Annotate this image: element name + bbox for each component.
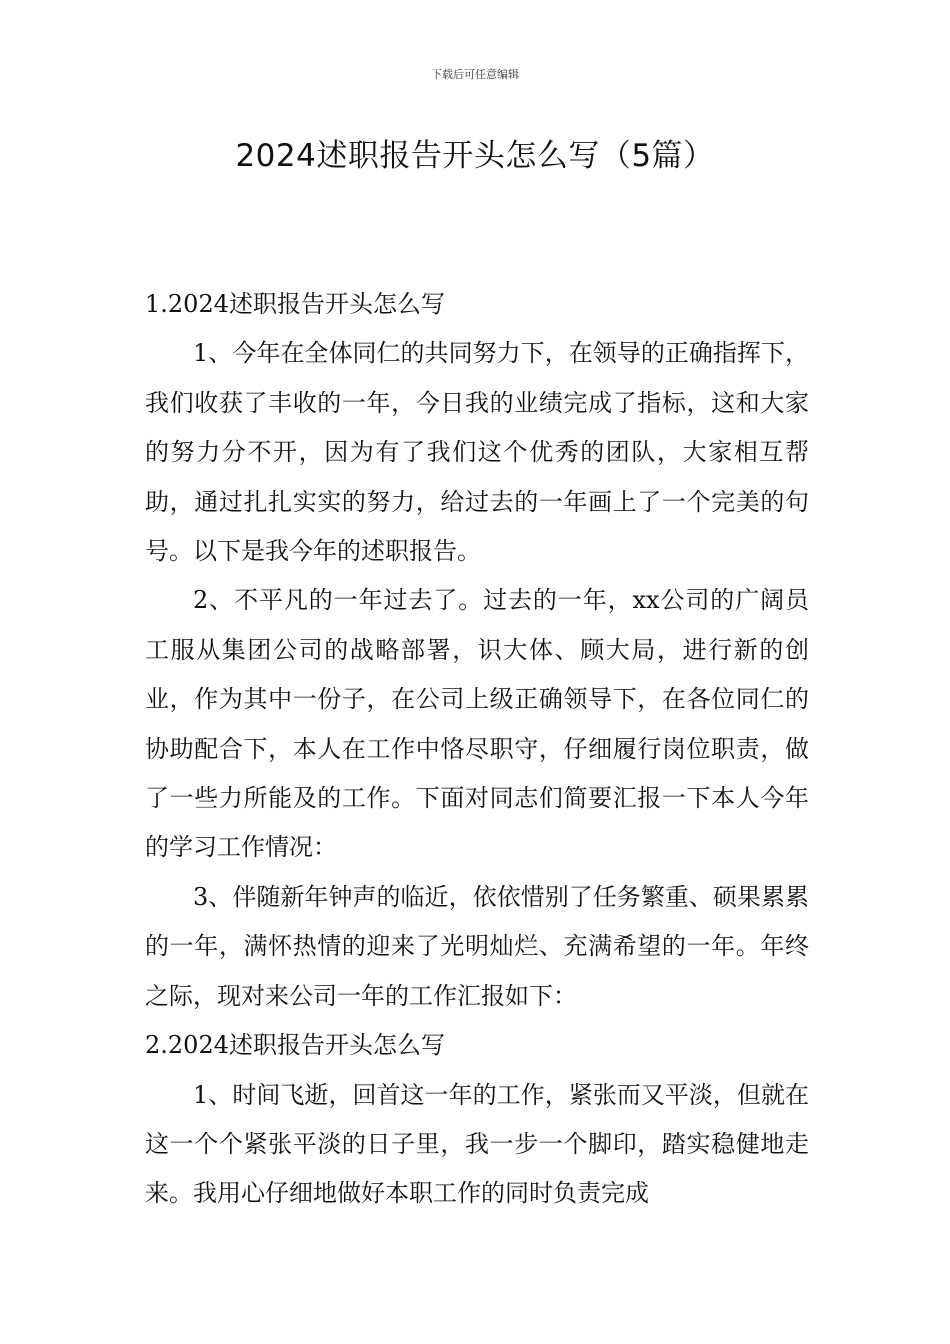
paragraph: 2、不平凡的一年过去了。过去的一年，xx公司的广阔员工服从集团公司的战略部署，识大体、顾大局，进行新的创业，作为其中一份子，在公司上级正确领导下，在各位同仁的协助配合下，本人在工作中恪尽职守，仔细履行岗位职责，做了一些力所能及的工作。下面对同志们简要汇报一下本人今年的学习工作情况：	[145, 586, 809, 862]
paragraph: 3、伴随新年钟声的临近，依依惜别了任务繁重、硕果累累的一年，满怀热情的迎来了光明灿烂、充满希望的一年。年终之际，现对来公司一年的工作汇报如下：	[145, 882, 809, 1010]
section-heading-1: 1.2024述职报告开头怎么写	[145, 290, 445, 318]
section-heading-2: 2.2024述职报告开头怎么写	[145, 1031, 445, 1060]
paragraph: 1、今年在全体同仁的共同努力下，在领导的正确指挥下，我们收获了丰收的一年，今日我的业绩完成了指标，这和大家的努力分不开，因为有了我们这个优秀的团队，大家相互帮助，通过扎扎实实的努力，给过去的一年画上了一个完美的句号。以下是我今年的述职报告。	[145, 339, 809, 566]
paragraph: 1、时间飞逝，回首这一年的工作，紧张而又平淡，但就在这一个个紧张平淡的日子里，我一步一个脚印，踏实稳健地走来。我用心仔细地做好本职工作的同时负责完成	[145, 1080, 809, 1208]
document-title: 2024述职报告开头怎么写（5篇）	[235, 138, 715, 174]
header-note: 下载后可任意编辑	[431, 68, 519, 81]
document-body	[145, 280, 809, 1219]
